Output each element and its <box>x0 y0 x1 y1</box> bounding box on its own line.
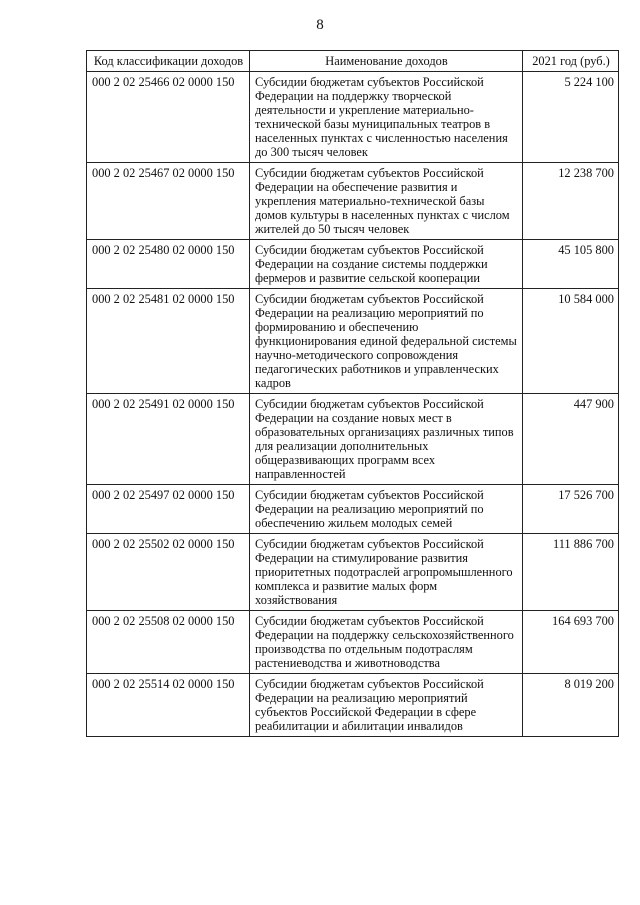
row-code: 000 2 02 25508 02 0000 150 <box>87 611 250 674</box>
row-amount: 5 224 100 <box>523 72 619 163</box>
row-name: Субсидии бюджетам субъектов Российской Федерации на реализацию мероприятий по формированию и обеспечению функционирования единой федеральной системы научно-методического сопровождения педагогических работников и управленческих кадров <box>250 289 523 394</box>
table-row <box>87 163 619 240</box>
row-code: 000 2 02 25502 02 0000 150 <box>87 534 250 611</box>
row-name: Субсидии бюджетам субъектов Российской Федерации на реализацию мероприятий субъектов Российской Федерации в сфере реабилитации и абилитации инвалидов <box>250 674 523 737</box>
table-row <box>87 674 619 737</box>
row-code: 000 2 02 25491 02 0000 150 <box>87 394 250 485</box>
table-row <box>87 289 619 394</box>
header-amount: 2021 год (руб.) <box>523 51 619 72</box>
row-name: Субсидии бюджетам субъектов Российской Федерации на обеспечение развития и укрепления материально-технической базы домов культуры в населенных пунктах с числом жителей до 50 тысяч человек <box>250 163 523 240</box>
header-name: Наименование доходов <box>250 51 523 72</box>
table-row <box>87 394 619 485</box>
table-header-row <box>87 51 619 72</box>
row-amount: 10 584 000 <box>523 289 619 394</box>
row-code: 000 2 02 25497 02 0000 150 <box>87 485 250 534</box>
row-name: Субсидии бюджетам субъектов Российской Федерации на поддержку сельскохозяйственного производства по отдельным подотраслям растениеводства и животноводства <box>250 611 523 674</box>
row-code: 000 2 02 25480 02 0000 150 <box>87 240 250 289</box>
row-amount: 164 693 700 <box>523 611 619 674</box>
row-code: 000 2 02 25481 02 0000 150 <box>87 289 250 394</box>
table-row <box>87 611 619 674</box>
row-amount: 447 900 <box>523 394 619 485</box>
table-row <box>87 240 619 289</box>
row-amount: 12 238 700 <box>523 163 619 240</box>
row-code: 000 2 02 25466 02 0000 150 <box>87 72 250 163</box>
row-code: 000 2 02 25467 02 0000 150 <box>87 163 250 240</box>
row-name: Субсидии бюджетам субъектов Российской Федерации на поддержку творческой деятельности и укрепление материально-технической базы муниципальных театров в населенных пунктах с численностью населения до 300 тысяч человек <box>250 72 523 163</box>
row-amount: 17 526 700 <box>523 485 619 534</box>
row-name: Субсидии бюджетам субъектов Российской Федерации на создание новых мест в образовательных организациях различных типов для реализации дополнительных общеразвивающих программ всех направленностей <box>250 394 523 485</box>
row-amount: 45 105 800 <box>523 240 619 289</box>
row-name: Субсидии бюджетам субъектов Российской Федерации на стимулирование развития приоритетных подотраслей агропромышленного комплекса и развитие малых форм хозяйствования <box>250 534 523 611</box>
table-row <box>87 485 619 534</box>
table-row <box>87 534 619 611</box>
page-number: 8 <box>316 17 324 33</box>
row-amount: 111 886 700 <box>523 534 619 611</box>
row-code: 000 2 02 25514 02 0000 150 <box>87 674 250 737</box>
row-amount: 8 019 200 <box>523 674 619 737</box>
row-name: Субсидии бюджетам субъектов Российской Федерации на создание системы поддержки фермеров и развитие сельской кооперации <box>250 240 523 289</box>
row-name: Субсидии бюджетам субъектов Российской Федерации на реализацию мероприятий по обеспечению жильем молодых семей <box>250 485 523 534</box>
revenue-table <box>86 50 619 737</box>
header-code: Код классификации доходов <box>87 51 250 72</box>
table-row <box>87 72 619 163</box>
